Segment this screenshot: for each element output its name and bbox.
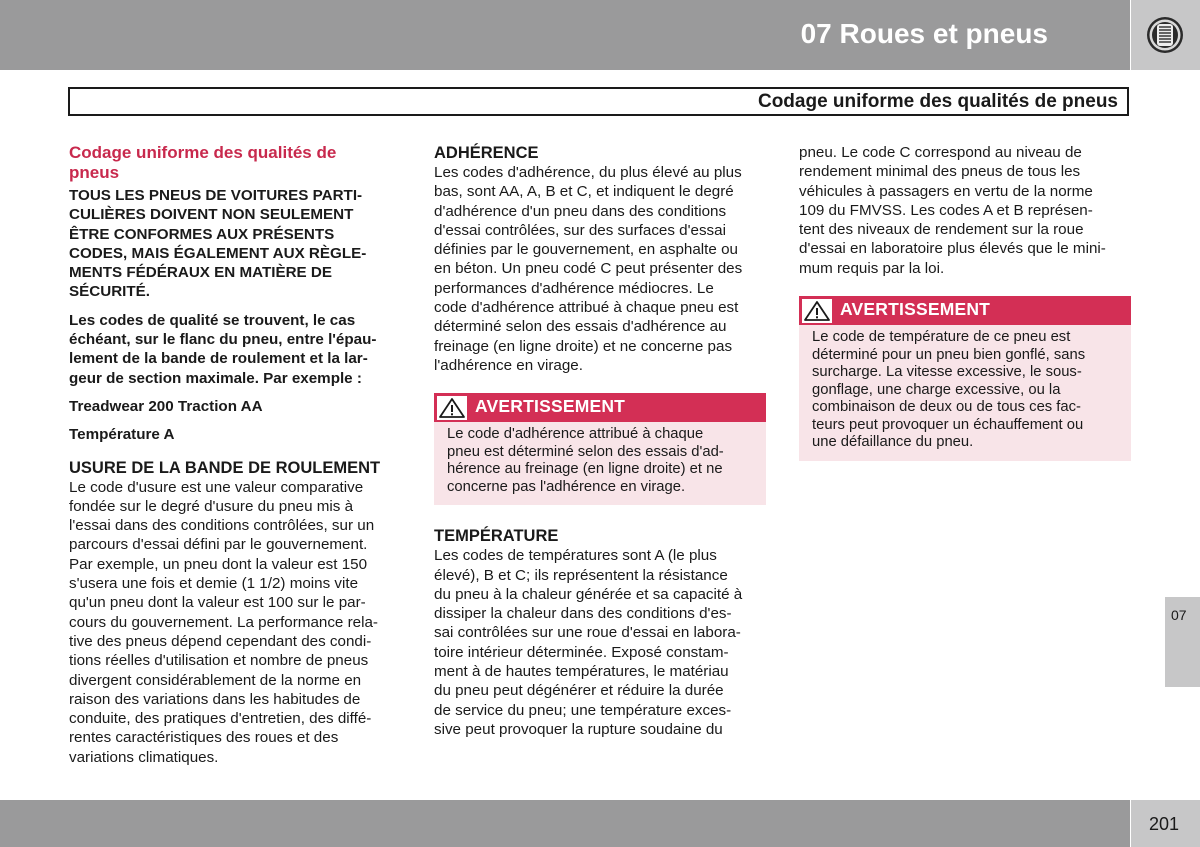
text-line: l'essai dans des conditions contrôlées, sur un <box>69 517 375 535</box>
text-line: Le code d'usure est une valeur comparative <box>69 478 364 496</box>
text-line: l'adhérence en virage. <box>434 356 583 374</box>
footer-band <box>0 800 1130 847</box>
text-line: tions réelles d'utilisation et nombre de pneus <box>69 652 369 670</box>
warning-triangle-icon <box>802 299 832 323</box>
text-line: d'essai en laboratoire plus élevés que le mini- <box>799 240 1106 258</box>
warning-label: AVERTISSEMENT <box>475 396 626 417</box>
text-line: Par exemple, un pneu dont la valeur est 150 <box>69 555 368 573</box>
adherence-paragraph <box>434 163 766 375</box>
text-line: ÊTRE CONFORMES AUX PRÉSENTS <box>69 225 335 243</box>
text-line: de service du pneu; une température exces- <box>434 701 732 719</box>
text-line: TOUS LES PNEUS DE VOITURES PARTI- <box>69 187 363 204</box>
text-line: sive peut provoquer la rupture soudaine du <box>434 720 723 738</box>
text-line: qu'un pneu dont la valeur est 100 sur le par- <box>69 594 366 612</box>
text-line: tive des pneus dépend cependant des condi- <box>69 632 372 650</box>
text-line: échéant, sur le flanc du pneu, entre l'épau- <box>69 331 377 349</box>
text-line: d'adhérence d'un pneu dans des conditions <box>434 202 727 220</box>
text-line: sai contrôlées sur une roue d'essai en labora- <box>434 624 741 642</box>
text-line: Les codes d'adhérence, du plus élevé au plus <box>434 164 742 181</box>
text-line: dissiper la chaleur dans des conditions d'es- <box>434 605 732 623</box>
text-line: surcharge. La vitesse excessive, le sous- <box>812 364 1082 381</box>
text-line: pneu est déterminé selon des essais d'ad- <box>447 443 724 460</box>
chapter-tab-number: 07 <box>1171 607 1187 623</box>
text-line: SÉCURITÉ. <box>69 283 151 301</box>
section-title-bar <box>68 87 1129 116</box>
page-number-box <box>1131 800 1200 847</box>
text-line: d'essai contrôlées, sur des surfaces d'essai <box>434 221 726 239</box>
text-line: Le code de température de ce pneu est <box>812 329 1071 346</box>
article-title-line: Codage uniforme des qualités de <box>69 143 337 162</box>
column-3 <box>799 143 1131 461</box>
text-line: raison des variations dans les habitudes de <box>69 690 361 708</box>
text-line: déterminé pour un pneu bien gonflé, sans <box>812 346 1086 363</box>
warning-header <box>434 393 766 422</box>
text-line: véhicules à passagers en vertu de la norme <box>799 182 1093 200</box>
text-line: rendement minimal des pneus de tous les <box>799 163 1081 181</box>
text-line: du pneu peut dégénérer et réduire la durée <box>434 682 724 700</box>
text-line: variations climatiques. <box>69 748 219 766</box>
column-2 <box>434 143 766 739</box>
adherence-heading: ADHÉRENCE <box>434 144 539 162</box>
text-line: geur de section maximale. Par exemple : <box>69 369 362 387</box>
text-line: freinage (en ligne droite) et ne concerne pas <box>434 337 733 355</box>
header-band <box>0 0 1130 70</box>
text-line: hérence au freinage (en ligne droite) et ne <box>447 461 723 478</box>
text-line: parcours d'essai défini par le gouvernement. <box>69 536 368 554</box>
section-title: Codage uniforme des qualités de pneus <box>757 91 1118 112</box>
text-line: Le code d'adhérence attribué à chaque <box>447 426 704 443</box>
warning-text <box>434 422 766 496</box>
warning-text <box>799 325 1131 452</box>
text-line: s'usera une fois et demie (1 1/2) moins vite <box>69 575 359 593</box>
text-line: performances d'adhérence médiocres. Le <box>434 279 714 297</box>
usure-paragraph <box>69 478 401 767</box>
text-line: CULIÈRES DOIVENT NON SEULEMENT <box>69 206 354 224</box>
text-line: mum requis par la loi. <box>799 259 945 277</box>
warning-triangle-icon <box>437 396 467 420</box>
text-line: tent des niveaux de rendement sur la roue <box>799 221 1084 239</box>
text-line: divergent considérablement de la norme en <box>69 671 362 689</box>
text-line: en béton. Un pneu codé C peut présenter des <box>434 260 743 278</box>
text-line: pneu. Le code C correspond au niveau de <box>799 144 1082 161</box>
text-line: définies par le gouvernement, en asphalte ou <box>434 241 738 259</box>
text-line: ment à de hautes températures, le matériau <box>434 663 729 681</box>
page-number: 201 <box>1149 814 1180 834</box>
example-treadwear: Treadwear 200 Traction AA <box>69 397 263 415</box>
tire-icon <box>1145 15 1185 55</box>
text-line: du pneu à la chaleur générée et sa capacité à <box>434 585 743 603</box>
text-line: teurs peut provoquer un échauffement ou <box>812 416 1084 433</box>
temperature-heading: TEMPÉRATURE <box>434 527 559 546</box>
text-line: rentes caractéristiques des roues et des <box>69 729 339 747</box>
warning-label: AVERTISSEMENT <box>840 299 991 320</box>
article-title <box>69 143 401 183</box>
text-line: déterminé selon des essais d'adhérence au <box>434 318 727 336</box>
chapter-icon-box <box>1131 0 1200 70</box>
text-line: élevé), B et C; ils représentent la résistance <box>434 566 728 584</box>
example-temperature: Température A <box>69 426 175 444</box>
text-line: lement de la bande de roulement et la lar- <box>69 350 368 368</box>
temperature-paragraph <box>434 546 766 739</box>
text-line: combinaison de deux ou de tous ces fac- <box>812 399 1081 416</box>
text-line: code d'adhérence attribué à chaque pneu est <box>434 299 739 317</box>
usure-heading: USURE DE LA BANDE DE ROULEMENT <box>69 458 381 477</box>
text-line: gonflage, une charge excessive, ou la <box>812 381 1061 398</box>
temperature-continued-paragraph <box>799 143 1131 278</box>
temperature-warning-box <box>799 296 1131 461</box>
text-line: concerne pas l'adhérence en virage. <box>447 478 686 495</box>
text-line: cours du gouvernement. La performance rela- <box>69 613 378 631</box>
text-line: CODES, MAIS ÉGALEMENT AUX RÈGLE- <box>69 244 367 262</box>
warning-header <box>799 296 1131 325</box>
text-line: Les codes de qualité se trouvent, le cas <box>69 311 356 329</box>
chapter-title: 07 Roues et pneus <box>800 18 1048 49</box>
column-1 <box>69 143 401 767</box>
text-line: une défaillance du pneu. <box>812 434 974 451</box>
text-line: 109 du FMVSS. Les codes A et B représen- <box>799 201 1093 219</box>
text-line: MENTS FÉDÉRAUX EN MATIÈRE DE <box>69 264 332 282</box>
chapter-side-tab <box>1165 597 1200 687</box>
text-line: fondée sur le degré d'usure du pneu mis à <box>69 497 354 515</box>
article-title-line: pneus <box>69 163 120 182</box>
adherence-warning-box <box>434 393 766 505</box>
text-line: conduite, des pratiques d'entretien, des diffé- <box>69 710 372 728</box>
text-line: toire intérieur déterminée. Exposé constam- <box>434 643 729 661</box>
text-line: bas, sont AA, A, B et C, et indiquent le degré <box>434 183 734 201</box>
intro-paragraph <box>69 186 401 302</box>
codes-paragraph <box>69 311 401 388</box>
text-line: Les codes de températures sont A (le plus <box>434 547 717 565</box>
